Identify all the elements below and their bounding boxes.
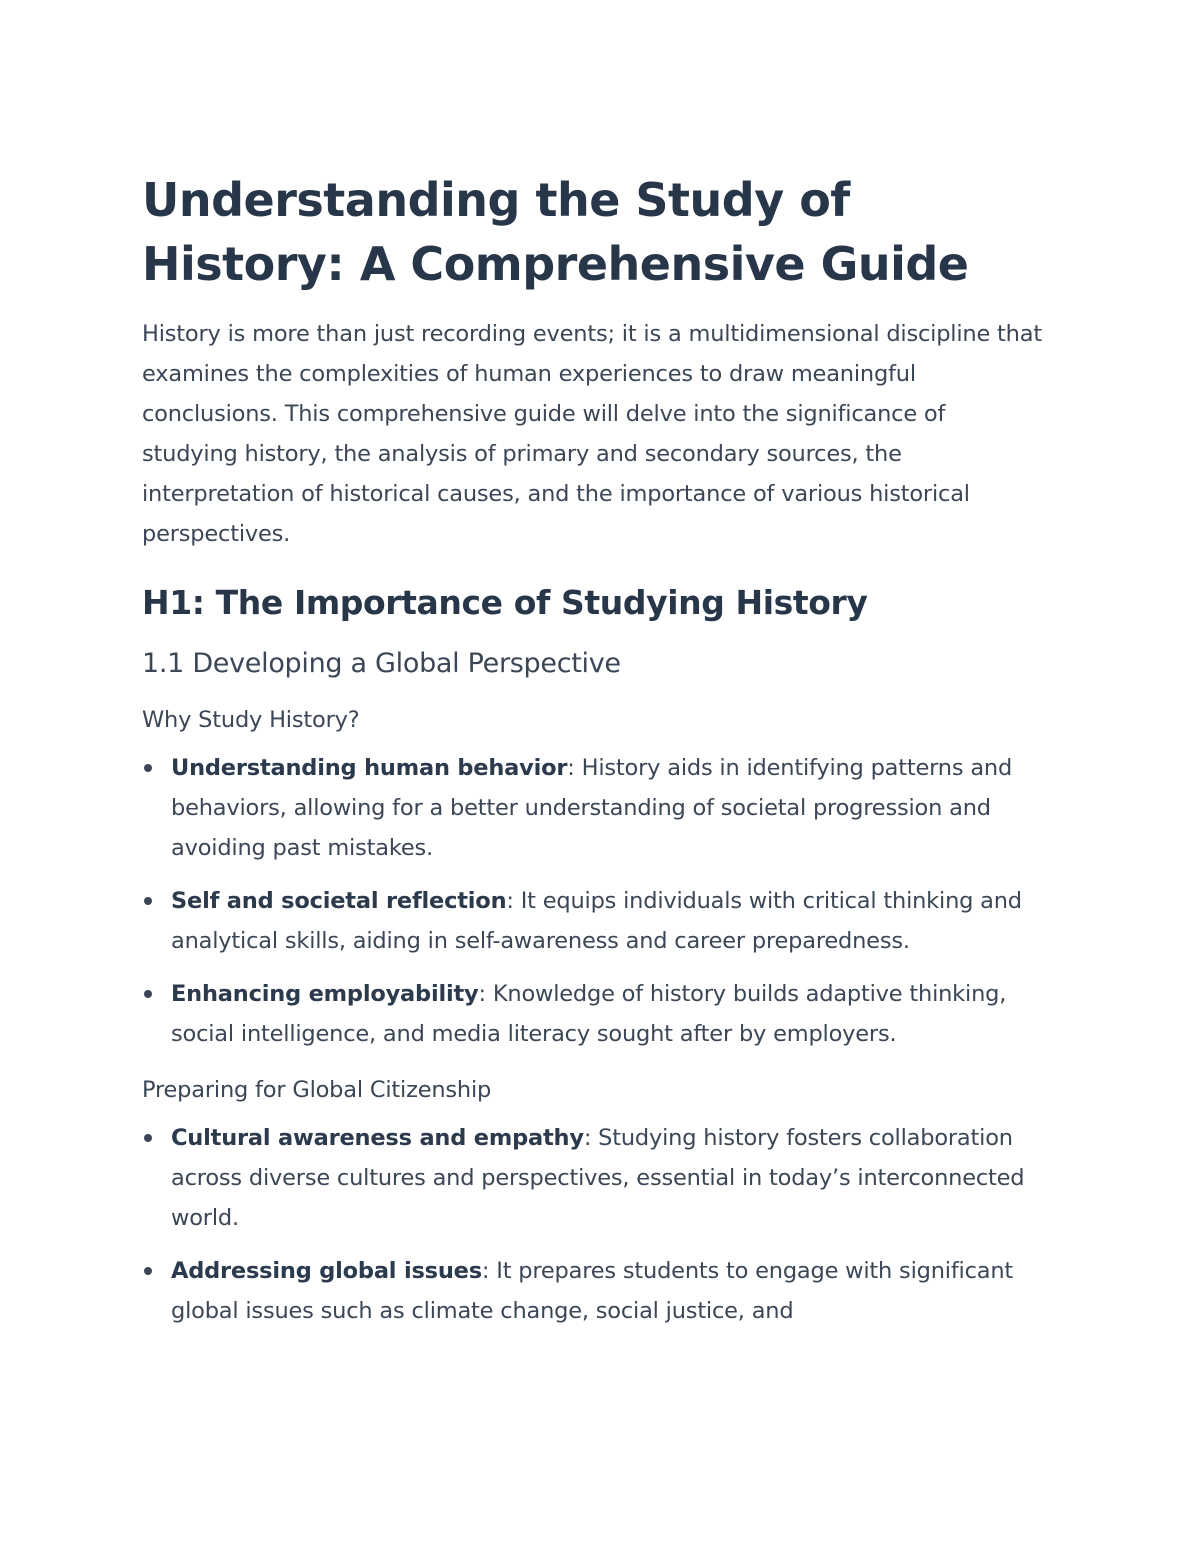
- list-item-text: : It prepares students to engage with significant global issues such as climate change, social justice, and: [171, 1258, 1014, 1324]
- list-item-text: : History aids in identifying patterns and behaviors, allowing for a better understanding of societal progression and avoiding past mistakes.: [171, 755, 1013, 861]
- list-item-text: : It equips individuals with critical thinking and analytical skills, aiding in self-awareness and career preparedness.: [171, 888, 1022, 954]
- document-page: [142, 168, 1042, 1344]
- global-citizenship-heading: Preparing for Global Citizenship: [142, 1077, 492, 1103]
- list-item-term: Cultural awareness and empathy: [171, 1125, 584, 1151]
- bullet-icon: [144, 990, 152, 998]
- list-item-term: Addressing global issues: [171, 1258, 482, 1284]
- bullet-icon: [144, 897, 152, 905]
- global-citizenship-list: [142, 1118, 1042, 1331]
- list-item-term: Enhancing employability: [171, 981, 479, 1007]
- bullet-icon: [144, 1134, 152, 1142]
- list-item-text: : Studying history fosters collaboration across diverse cultures and perspectives, essential in today’s interconnected world.: [171, 1125, 1025, 1231]
- subsection-heading: 1.1 Developing a Global Perspective: [142, 648, 621, 679]
- document-title: Understanding the Study of History: A Comprehensive Guide: [142, 173, 969, 291]
- bullet-icon: [144, 1267, 152, 1275]
- list-item: [142, 1251, 1042, 1331]
- list-item: [142, 881, 1042, 961]
- list-item: [142, 1118, 1042, 1238]
- list-item: [142, 748, 1042, 868]
- list-item-term: Self and societal reflection: [171, 888, 507, 914]
- list-item: [142, 974, 1042, 1054]
- why-study-history-heading: Why Study History?: [142, 707, 360, 733]
- intro-paragraph: History is more than just recording events; it is a multidimensional discipline that examines the complexities of human experiences to draw meaningful conclusions. This comprehensive guide will delve into the significance of studying history, the analysis of primary and secondary sources, the interpretation of historical causes, and the importance of various historical perspectives.: [142, 321, 1042, 547]
- list-item-text: : Knowledge of history builds adaptive thinking, social intelligence, and media literacy sought after by employers.: [171, 981, 1007, 1047]
- bullet-icon: [144, 764, 152, 772]
- why-study-history-list: [142, 748, 1042, 1054]
- list-item-term: Understanding human behavior: [171, 755, 568, 781]
- section-heading: H1: The Importance of Studying History: [142, 583, 868, 622]
